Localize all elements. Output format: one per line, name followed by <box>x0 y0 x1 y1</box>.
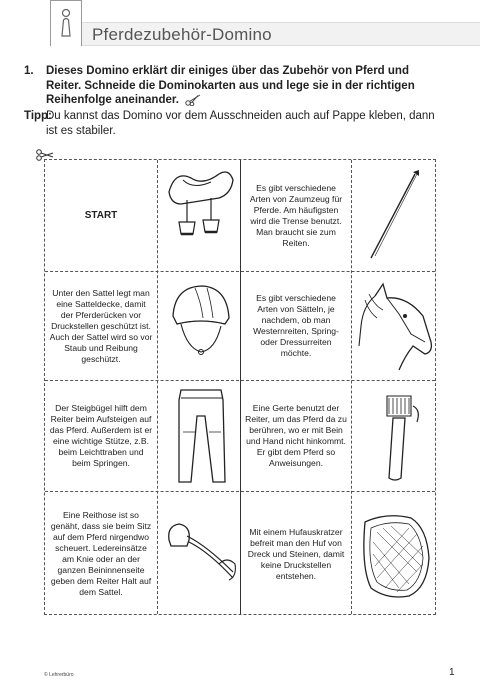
stirrups-picture <box>163 506 237 602</box>
task-instruction <box>24 64 446 108</box>
card-text: Unter den Sattel legt man eine Satteldecke, damit der Pferderücken vor Druckstellen geschützt ist. Auch der Sattel wird so vor Staub und Reibung geschützt. <box>49 287 153 364</box>
page-number: 1 <box>449 667 455 678</box>
saddle-pad-picture <box>357 508 433 604</box>
page-title: Pferdezubehör-Domino <box>92 25 272 44</box>
scissors-icon <box>185 94 201 106</box>
card-text: Eine Gerte benutzt der Reiter, um das Pferd da zu berühren, wo er mit Bein und Hand nicht hinkommt. Er gibt dem Pferd so Anweisungen. <box>245 403 347 468</box>
tip-text: Du kannst das Domino vor dem Ausschneiden auch auf Pappe kleben, dann ist es stabiler. <box>46 110 435 137</box>
publisher-note: © Lehrerbüro <box>44 672 74 678</box>
domino-grid <box>44 159 436 615</box>
card-text: Mit einem Hufauskratzer befreit man den Huf von Dreck und Steinen, damit keine Druckstellen entstehen. <box>247 526 345 581</box>
card-text: Es gibt verschiedene Arten von Zaumzeug für Pferde. Am häufigsten wird die Trense benutzt. Man braucht sie zum Reiten. <box>249 182 343 248</box>
cut-line <box>351 160 352 614</box>
card-text: Eine Reithose ist so genäht, dass sie beim Sitz auf dem Pferd nirgendwo scheuert. Ledereinsätze am Knie oder an der ganzen Beininnenseite geben dem Reiter Halt auf dem Sattel. <box>50 510 152 597</box>
figure-icon <box>59 8 73 38</box>
hoof-pick-picture <box>365 388 425 484</box>
task-text: Dieses Domino erklärt dir einiges über das Zubehör von Pferd und Reiter. Schneide die Dominokarten aus und lege sie in der richtigen Reihenfolge aneinander. <box>46 65 415 106</box>
task-number: 1. <box>24 65 34 77</box>
riding-crop-picture <box>363 168 427 264</box>
tip-label: Tipp: <box>24 110 52 122</box>
card-text: Es gibt verschiedene Arten von Sätteln, je nachdem, ob man Westernreiten, Spring- oder Dressurreiten möchte. <box>253 293 339 358</box>
page-header <box>0 0 480 52</box>
riding-breeches-picture <box>171 386 231 488</box>
card-start: START <box>84 210 118 221</box>
horse-head-picture <box>355 276 435 376</box>
cut-line <box>157 160 158 614</box>
saddle-picture <box>161 164 237 266</box>
tip-box <box>24 109 446 138</box>
card-text: Der Steigbügel hilft dem Reiter beim Aufsteigen auf das Pferd. Außerdem ist er eine wichtige Stütze, z.B. beim Leichttraben und beim Springen. <box>49 403 153 468</box>
riding-helmet-picture <box>165 278 235 374</box>
